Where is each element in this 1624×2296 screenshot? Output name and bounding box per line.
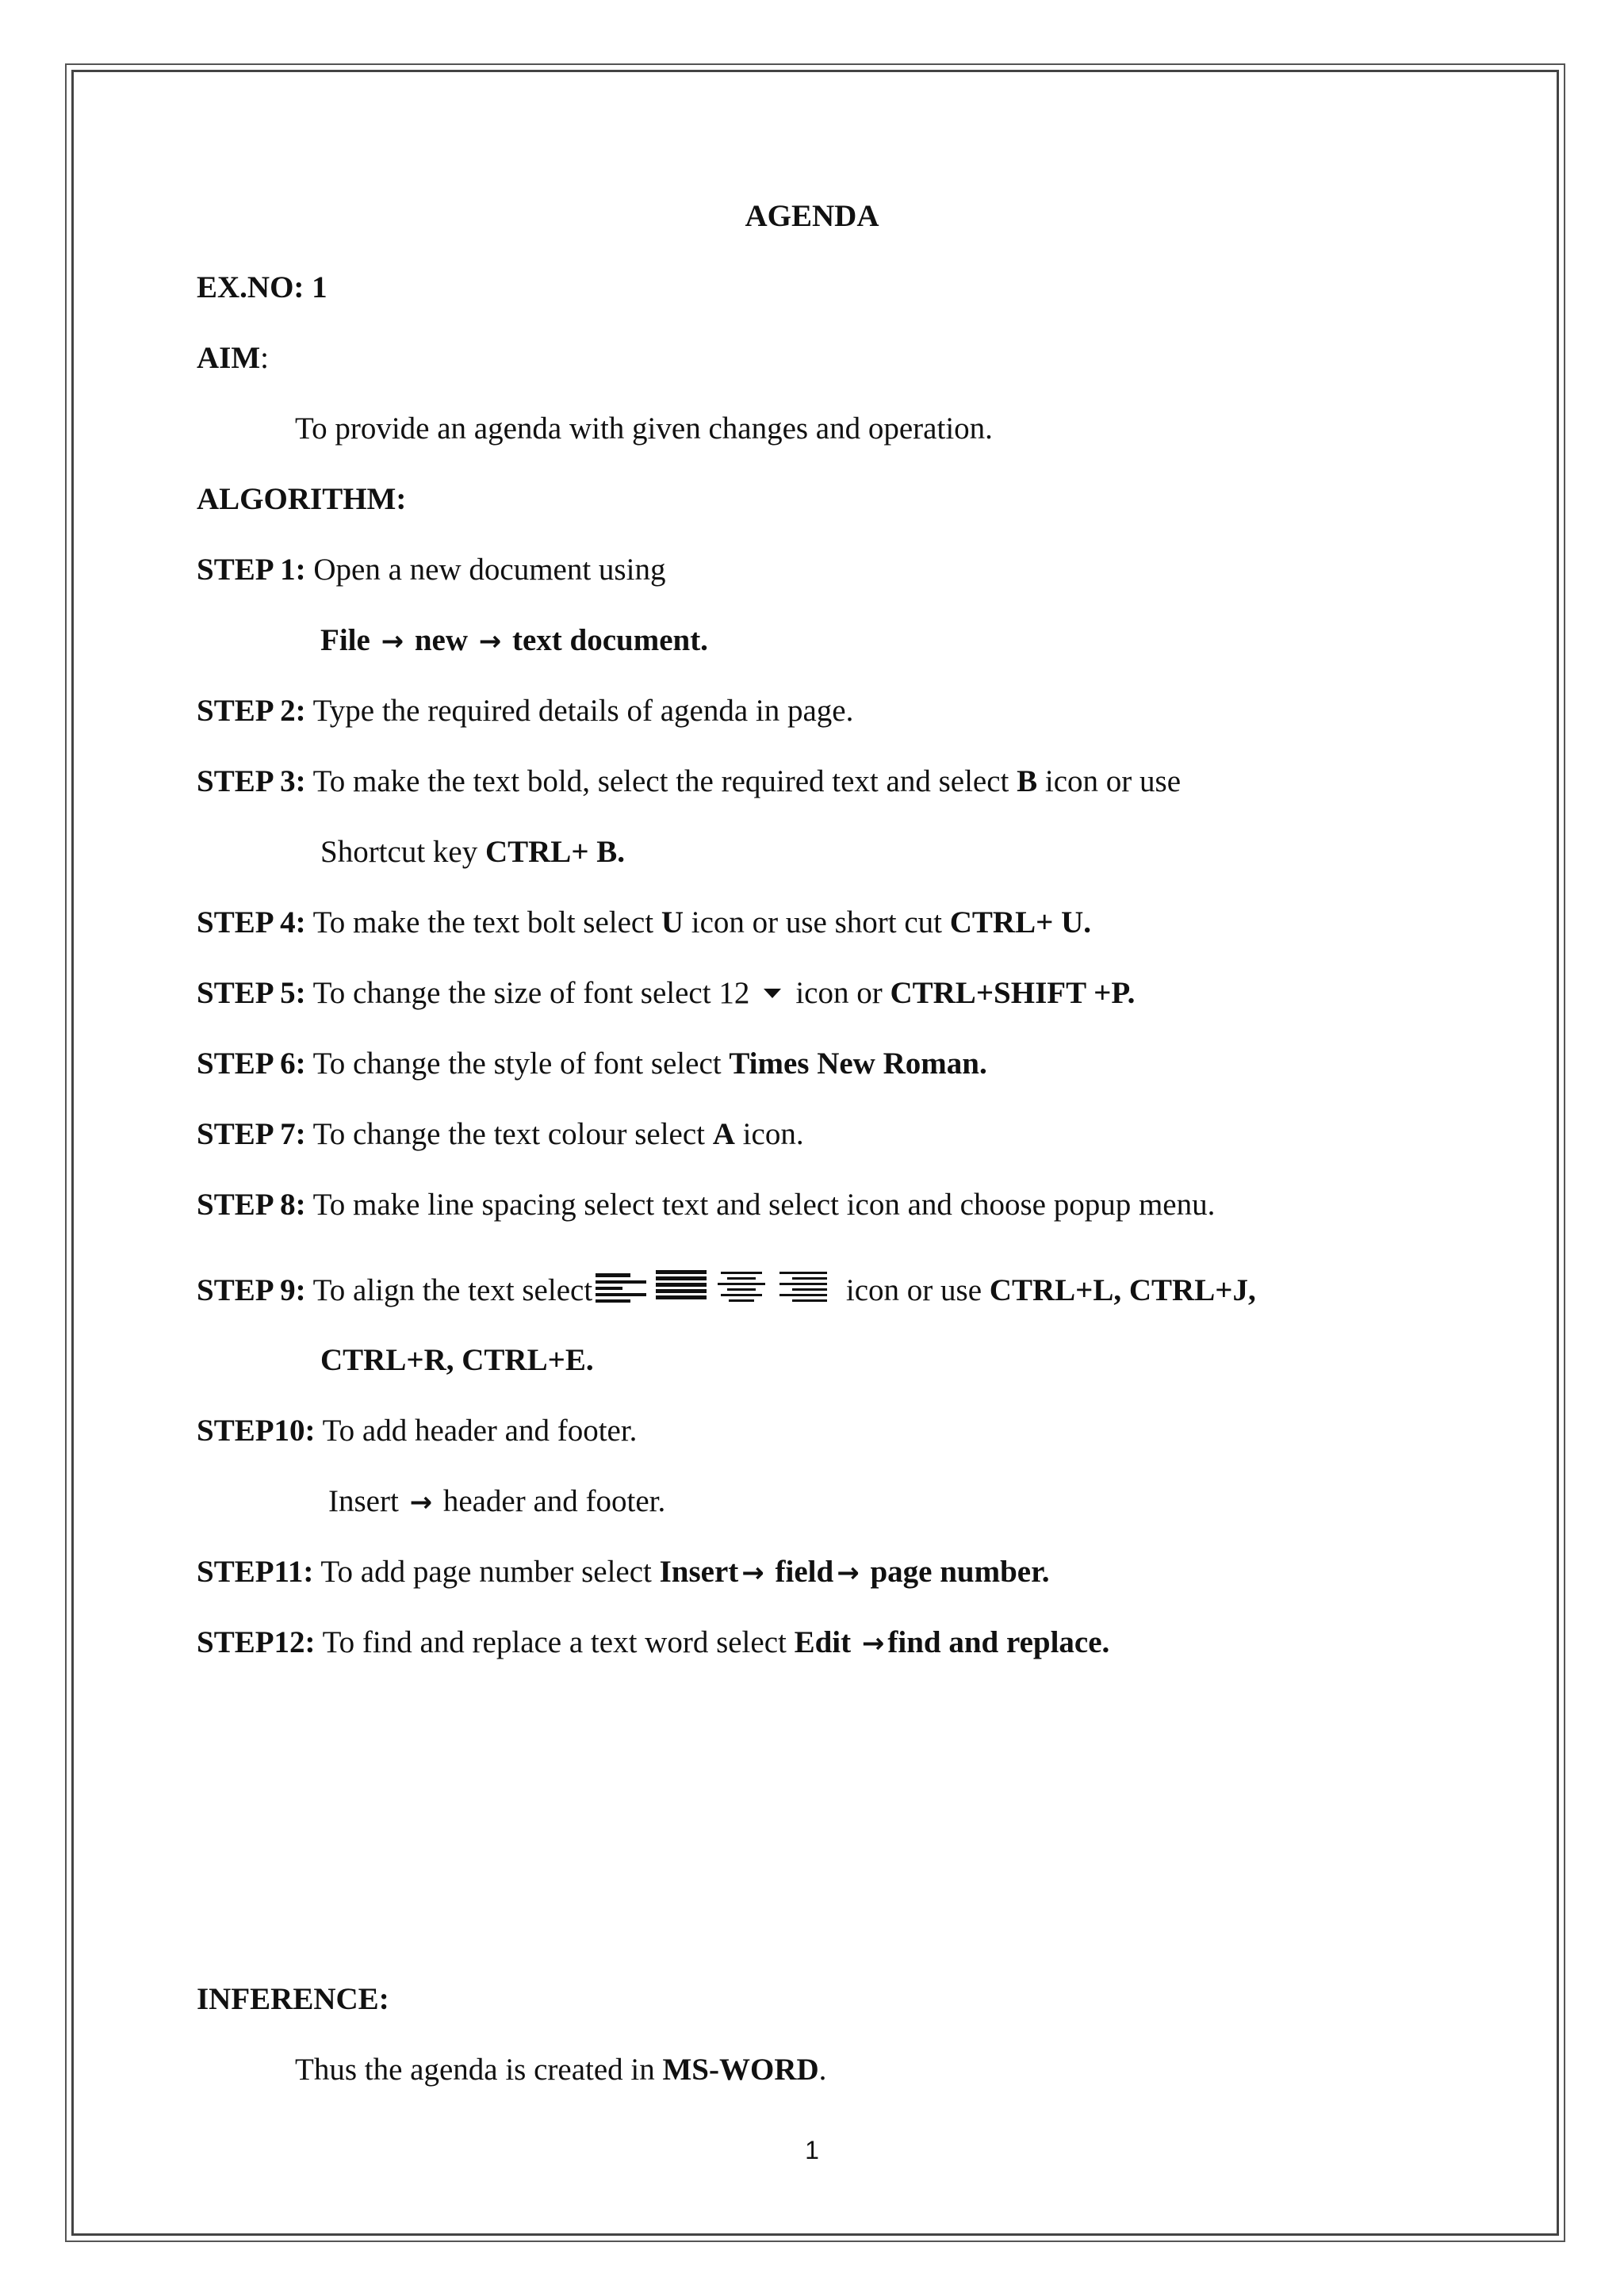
step-11-label: STEP11:: [197, 1555, 314, 1589]
step-3-shortcut: CTRL+ B.: [485, 835, 626, 869]
aim-label: AIM: [197, 341, 261, 375]
arrow-right-icon: →: [409, 1487, 433, 1518]
align-icons-group: [596, 1270, 832, 1303]
step-12: [197, 1623, 1109, 1663]
arrow-right-icon: →: [837, 1557, 860, 1589]
step-3-line-2: [320, 832, 625, 872]
step-7: [197, 1115, 804, 1154]
step-4-text-a: To make the text bolt select: [305, 905, 661, 939]
document-title: AGENDA: [745, 199, 879, 233]
inference-text: [295, 2050, 826, 2090]
step-1: [197, 550, 665, 590]
step-10: [197, 1411, 637, 1451]
step-5-text-a: To change the size of font select 12: [305, 976, 750, 1010]
step-3: [197, 762, 1181, 802]
arrow-right-icon: →: [861, 1628, 885, 1659]
step-8: [197, 1185, 1215, 1225]
align-justify-icon: [656, 1270, 711, 1303]
step-1-path-file: File: [320, 623, 370, 657]
step-9-text-a: To align the text select: [305, 1273, 593, 1307]
arrow-right-icon: →: [381, 626, 404, 657]
inference-text-b: .: [818, 2053, 827, 2087]
algorithm-heading: ALGORITHM:: [197, 482, 407, 516]
step-1-path: [320, 621, 708, 661]
step-8-label: STEP 8:: [197, 1188, 306, 1222]
step-3-key: B: [1017, 764, 1038, 798]
step-4-text-b: icon or use short cut: [683, 905, 950, 939]
step-12-text-a: To find and replace a text word select: [315, 1625, 795, 1659]
arrow-right-icon: →: [478, 626, 502, 657]
step-4-label: STEP 4:: [197, 905, 306, 939]
step-1-label: STEP 1:: [197, 553, 306, 587]
step-10-path-rest: header and footer.: [435, 1484, 666, 1518]
align-left-icon: [596, 1270, 651, 1303]
dropdown-triangle-icon: [764, 989, 781, 998]
step-5-shortcut: CTRL+SHIFT +P.: [890, 976, 1136, 1010]
align-right-icon: [776, 1270, 832, 1303]
align-center-icon: [716, 1270, 772, 1303]
step-4-key: U: [661, 905, 684, 939]
step-12-path-find-replace: find and replace.: [887, 1625, 1110, 1659]
step-11-text-a: To add page number select: [313, 1555, 660, 1589]
step-4-shortcut: CTRL+ U.: [949, 905, 1091, 939]
step-9-text-b: icon or use: [838, 1273, 990, 1307]
step-10-path-insert: Insert: [328, 1484, 399, 1518]
step-8-text: To make line spacing select text and select icon and choose popup menu.: [305, 1188, 1216, 1222]
step-3-label: STEP 3:: [197, 764, 306, 798]
step-5: [197, 974, 1135, 1013]
step-6-text-a: To change the style of font select: [305, 1047, 730, 1081]
step-6-label: STEP 6:: [197, 1047, 306, 1081]
step-3-line-2-text: Shortcut key: [320, 835, 485, 869]
step-3-text-a: To make the text bold, select the required text and select: [305, 764, 1017, 798]
step-10-label: STEP10:: [197, 1414, 316, 1448]
page-number: 1: [805, 2136, 819, 2164]
step-2-text: Type the required details of agenda in page.: [305, 694, 854, 728]
arrow-right-icon: →: [741, 1557, 764, 1589]
step-9-label: STEP 9:: [197, 1273, 306, 1307]
step-10-path: [328, 1482, 665, 1522]
step-1-text: Open a new document using: [305, 553, 666, 587]
step-9: [197, 1270, 1256, 1311]
step-10-text: To add header and footer.: [315, 1414, 638, 1448]
step-5-text-b: icon or: [795, 976, 891, 1010]
step-7-text-a: To change the text colour select: [305, 1117, 713, 1151]
step-9-shortcut: CTRL+L, CTRL+J,: [989, 1273, 1256, 1307]
step-2: [197, 691, 853, 731]
step-7-text-b: icon.: [734, 1117, 804, 1151]
step-7-key: A: [712, 1117, 735, 1151]
step-9-line-2: CTRL+R, CTRL+E.: [320, 1343, 594, 1377]
step-2-label: STEP 2:: [197, 694, 306, 728]
step-7-label: STEP 7:: [197, 1117, 306, 1151]
step-12-label: STEP12:: [197, 1625, 316, 1659]
step-5-label: STEP 5:: [197, 976, 306, 1010]
step-11-path-field: field: [767, 1555, 834, 1589]
step-6-font: Times New Roman.: [729, 1047, 987, 1081]
aim-text: To provide an agenda with given changes and operation.: [295, 411, 993, 446]
step-11: [197, 1552, 1050, 1593]
step-3-text-b: icon or use: [1037, 764, 1182, 798]
inference-bold: MS-WORD: [662, 2053, 819, 2087]
step-11-path-insert: Insert: [659, 1555, 739, 1589]
exercise-number: EX.NO: 1: [197, 270, 327, 304]
step-11-path-page-number: page number.: [862, 1555, 1050, 1589]
step-1-path-doc: text document.: [511, 623, 708, 657]
step-4: [197, 903, 1091, 943]
step-1-path-new: new: [414, 623, 468, 657]
step-6: [197, 1044, 987, 1084]
step-12-path-edit: Edit: [794, 1625, 859, 1659]
inference-heading: INFERENCE:: [197, 1982, 389, 2016]
aim-colon: :: [260, 341, 269, 375]
aim-heading: [197, 339, 269, 378]
inference-text-a: Thus the agenda is created in: [295, 2053, 663, 2087]
